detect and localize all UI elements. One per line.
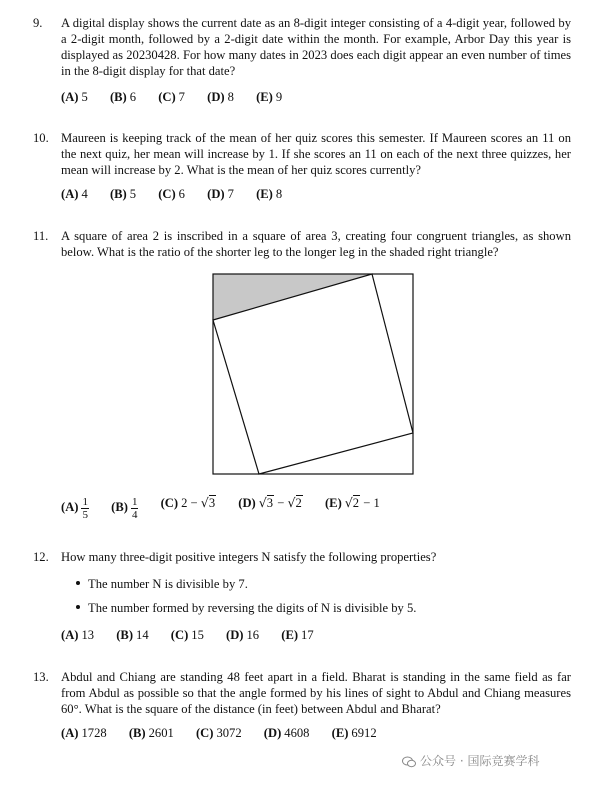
choice-d[interactable]: (D) 16: [226, 628, 260, 642]
wechat-icon: [402, 756, 416, 768]
choice-a[interactable]: (A) 4: [61, 187, 88, 201]
choice-b[interactable]: (B) 14: [116, 628, 149, 642]
choice-c[interactable]: (C) 6: [158, 187, 185, 201]
choice-d[interactable]: (D) √3 − √2: [238, 495, 302, 511]
answer-choices: [61, 726, 396, 741]
problem-stem: Maureen is keeping track of the mean of her quiz scores this semester. If Maureen scores an 11 on the next quiz, her mean will increase by 1. If she scores an 11 on each of the next three quizzes, her mean will increase by 2. What is the mean of her quiz scores currently?: [61, 131, 571, 177]
choice-a[interactable]: (A) 13: [61, 628, 95, 642]
choice-b[interactable]: (B) 2601: [128, 726, 174, 740]
choice-d[interactable]: (D) 8: [207, 90, 234, 104]
choice-d[interactable]: (D) 7: [207, 187, 234, 201]
problem-stem: Abdul and Chiang are standing 48 feet apart in a field. Bharat is standing in the same field as far from Abdul as possible so that the angle formed by his lines of sight to Abdul and Chiang measures 60°. What is the square of the distance (in feet) between Abdul and Bharat?: [61, 670, 571, 716]
figure-svg: [212, 273, 414, 475]
square-root: √3: [200, 495, 216, 511]
choice-c[interactable]: (C) 15: [170, 628, 204, 642]
fraction: $\frac{1}{4}$: [131, 496, 138, 521]
problem-number: 13.: [33, 670, 49, 684]
choice-c[interactable]: (C) 3072: [195, 726, 242, 740]
watermark-text: 公众号 · 国际竞赛学科: [420, 754, 540, 768]
watermark: [402, 752, 539, 769]
choice-e[interactable]: (E) 9: [256, 90, 283, 104]
choice-c[interactable]: (C) 7: [158, 90, 185, 104]
fraction: $\frac{1}{5}$: [82, 496, 88, 521]
choice-a[interactable]: (A) 5: [61, 90, 88, 104]
problem-number: 12.: [33, 550, 49, 564]
problem-number: 11.: [33, 229, 49, 243]
answer-choices: [61, 90, 301, 105]
square-root: √3: [258, 495, 274, 511]
inscribed-square-figure: [212, 273, 414, 480]
problem-number: 10.: [33, 131, 49, 145]
property-list: [76, 576, 416, 624]
answer-choices: [61, 628, 333, 643]
list-item: The number formed by reversing the digits of N is divisible by 5.: [76, 600, 416, 624]
list-item: The number N is divisible by 7.: [76, 576, 416, 600]
square-root: √2: [287, 495, 302, 511]
choice-b[interactable]: (B) $\frac{1}{4}$: [111, 496, 138, 521]
choice-e[interactable]: (E) 17: [281, 628, 314, 642]
bullet-icon: [76, 605, 80, 609]
choice-e[interactable]: (E) 8: [256, 187, 283, 201]
choice-b[interactable]: (B) 5: [109, 187, 137, 201]
choice-e[interactable]: (E) 6912: [331, 726, 377, 740]
choice-c[interactable]: (C) 2 − √3: [160, 495, 216, 511]
choice-a[interactable]: (A) 1728: [61, 726, 107, 740]
problem-number: 9.: [33, 16, 43, 30]
choice-a[interactable]: (A) $\frac{1}{5}$: [61, 496, 88, 521]
square-root: √2: [344, 495, 360, 511]
problem-stem: How many three-digit positive integers N satisfy the following properties?: [61, 550, 437, 564]
choice-d[interactable]: (D) 4608: [263, 726, 310, 740]
choice-e[interactable]: (E) √2 − 1: [324, 495, 380, 511]
choice-b[interactable]: (B) 6: [109, 90, 137, 104]
problem-stem: A digital display shows the current date as an 8-digit integer consisting of a 4-digit year, followed by a 2-digit month, followed by a 2-digit date within the month. For example, Arbor Day this year is displayed as 20230428. For how many dates in 2023 does each digit appear an even number of times in the 8-digit display for that date?: [61, 16, 571, 78]
problem-stem: A square of area 2 is inscribed in a square of area 3, creating four congruent triangles, as shown below. What is the ratio of the shorter leg to the longer leg in the shaded right triangle?: [61, 229, 571, 259]
answer-choices: [61, 496, 399, 521]
bullet-icon: [76, 581, 80, 585]
answer-choices: [61, 187, 301, 202]
